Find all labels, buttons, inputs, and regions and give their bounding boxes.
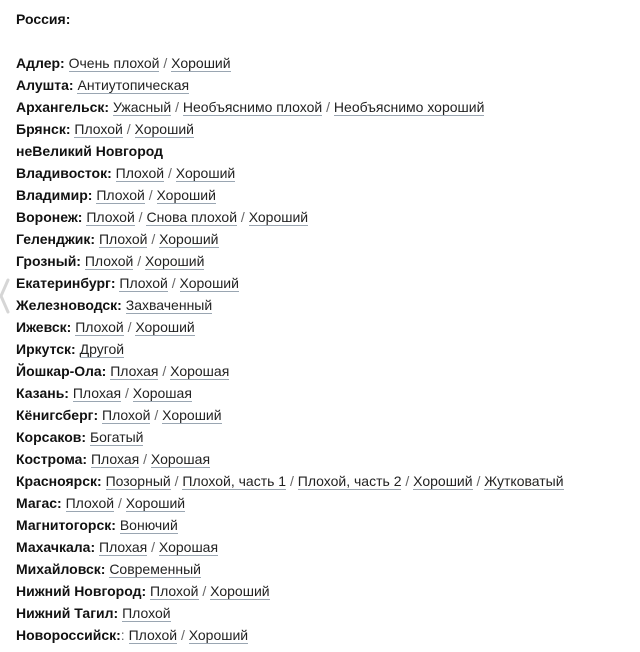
separator: / xyxy=(289,473,294,489)
separator: / xyxy=(174,473,179,489)
list-item xyxy=(16,96,640,118)
list-item xyxy=(16,404,640,426)
separator: / xyxy=(163,55,168,71)
review-link[interactable]: Плохой xyxy=(65,495,115,511)
separator: / xyxy=(127,319,132,335)
review-link[interactable]: Плохой xyxy=(102,407,151,423)
separator: / xyxy=(171,275,176,291)
review-link[interactable]: Плохой xyxy=(150,583,199,599)
separator: / xyxy=(162,363,167,379)
city-name: Ижевск: xyxy=(16,319,72,335)
review-link[interactable]: Хороший xyxy=(125,495,186,511)
review-link[interactable]: Очень плохой xyxy=(68,55,160,71)
city-suffix: : xyxy=(120,627,125,643)
city-name: Иркутск: xyxy=(16,341,76,357)
city-name: Алушта: xyxy=(16,77,74,93)
review-link[interactable]: Антиутопическая xyxy=(77,77,190,93)
city-name: Железноводск: xyxy=(16,297,122,313)
review-link[interactable]: Богатый xyxy=(89,429,144,445)
review-link[interactable]: Хорошая xyxy=(150,451,211,467)
review-link[interactable]: Хорошая xyxy=(170,363,230,379)
review-link[interactable]: Необъяснимо хороший xyxy=(333,99,485,115)
city-name: Владивосток: xyxy=(16,165,112,181)
separator: / xyxy=(143,451,147,467)
list-item xyxy=(16,52,640,74)
chevron-left-icon[interactable] xyxy=(0,276,10,316)
review-link[interactable]: Ужасный xyxy=(112,99,172,115)
list-item xyxy=(16,118,640,140)
review-link[interactable]: Плохая xyxy=(99,539,148,555)
list-item xyxy=(16,162,640,184)
review-link[interactable]: Хороший xyxy=(413,473,473,489)
list-item xyxy=(16,426,640,448)
separator: / xyxy=(168,165,172,181)
review-link[interactable]: Хороший xyxy=(179,275,239,291)
separator: / xyxy=(148,187,153,203)
separator: / xyxy=(180,627,185,643)
list-item xyxy=(16,228,640,250)
city-list xyxy=(16,52,640,646)
review-link[interactable]: Плохой xyxy=(119,275,168,291)
list-item xyxy=(16,250,640,272)
review-link[interactable]: Снова плохой xyxy=(146,209,238,225)
city-name: Геленджик: xyxy=(16,231,96,247)
city-name: Корсаков: xyxy=(16,429,87,445)
list-item xyxy=(16,470,640,492)
review-link[interactable]: Плохой xyxy=(96,187,145,203)
review-link[interactable]: Плохой xyxy=(98,231,148,247)
city-name: Магас: xyxy=(16,495,62,511)
city-name: Кострома: xyxy=(16,451,88,467)
section-heading: Россия: xyxy=(16,11,71,27)
separator: / xyxy=(151,539,156,555)
review-link[interactable]: Хороший xyxy=(248,209,309,225)
review-link[interactable]: Плохой xyxy=(84,253,134,269)
review-link[interactable]: Плохой xyxy=(122,605,171,621)
list-item xyxy=(16,316,640,338)
list-item xyxy=(16,272,640,294)
list-item xyxy=(16,338,640,360)
separator: / xyxy=(154,407,159,423)
city-name: Махачкала: xyxy=(16,539,96,555)
city-name: Адлер: xyxy=(16,55,65,71)
review-link[interactable]: Хорошая xyxy=(158,539,219,555)
list-item xyxy=(16,74,640,96)
list-item xyxy=(16,206,640,228)
separator: / xyxy=(240,209,245,225)
review-link[interactable]: Современный xyxy=(109,561,201,577)
city-name: Йошкар-Ола: xyxy=(16,363,107,379)
list-item xyxy=(16,558,640,580)
separator: / xyxy=(405,473,410,489)
review-link[interactable]: Хорошая xyxy=(132,385,192,401)
city-name: неВеликий Новгород xyxy=(16,143,164,159)
city-name: Брянск: xyxy=(16,121,71,137)
review-link[interactable]: Хороший xyxy=(135,319,195,335)
list-item xyxy=(16,448,640,470)
list-item xyxy=(16,184,640,206)
review-link[interactable]: Плохая xyxy=(90,451,140,467)
city-name: Нижний Новгород: xyxy=(16,583,147,599)
city-list-page xyxy=(16,8,640,646)
list-item xyxy=(16,360,640,382)
review-link[interactable]: Плохая xyxy=(110,363,159,379)
review-link[interactable]: Жутковатый xyxy=(484,473,564,489)
city-name: Владимир: xyxy=(16,187,93,203)
review-link[interactable]: Хороший xyxy=(210,583,270,599)
list-item xyxy=(16,140,640,162)
review-link[interactable]: Плохой, часть 1 xyxy=(182,473,287,489)
list-item xyxy=(16,602,640,624)
city-name: Новороссийск: xyxy=(16,627,121,643)
separator: / xyxy=(126,121,131,137)
review-link[interactable]: Необъяснимо плохой xyxy=(182,99,323,115)
review-link[interactable]: Вонючий xyxy=(119,517,178,533)
city-name: Михайловск: xyxy=(16,561,106,577)
review-link[interactable]: Хороший xyxy=(162,407,222,423)
list-item xyxy=(16,580,640,602)
city-name: Казань: xyxy=(16,385,69,401)
separator: / xyxy=(202,583,207,599)
separator: / xyxy=(476,473,481,489)
review-link[interactable]: Плохой xyxy=(75,319,124,335)
separator: / xyxy=(117,495,122,511)
review-link[interactable]: Плохая xyxy=(72,385,122,401)
separator: / xyxy=(124,385,129,401)
review-link[interactable]: Другой xyxy=(79,341,125,357)
city-name: Нижний Тагил: xyxy=(16,605,119,621)
city-name: Грозный: xyxy=(16,253,81,269)
city-name: Воронеж: xyxy=(16,209,83,225)
list-item xyxy=(16,382,640,404)
review-link[interactable]: Плохой xyxy=(115,165,165,181)
list-item xyxy=(16,294,640,316)
review-link[interactable]: Хороший xyxy=(159,231,219,247)
separator: / xyxy=(151,231,156,247)
list-item xyxy=(16,624,640,646)
separator: / xyxy=(326,99,331,115)
review-link[interactable]: Хороший xyxy=(145,253,205,269)
review-link[interactable]: Захваченный xyxy=(125,297,213,313)
list-item xyxy=(16,514,640,536)
review-link[interactable]: Плохой xyxy=(74,121,123,137)
review-link[interactable]: Плохой xyxy=(128,627,178,643)
review-link[interactable]: Хороший xyxy=(171,55,231,71)
review-link[interactable]: Плохой, часть 2 xyxy=(297,473,402,489)
list-item xyxy=(16,492,640,514)
city-name: Кёнигсберг: xyxy=(16,407,99,423)
review-link[interactable]: Плохой xyxy=(86,209,135,225)
review-link[interactable]: Хороший xyxy=(156,187,216,203)
city-name: Магнитогорск: xyxy=(16,517,116,533)
review-link[interactable]: Хороший xyxy=(188,627,249,643)
separator: / xyxy=(175,99,179,115)
city-name: Архангельск: xyxy=(16,99,110,115)
review-link[interactable]: Хороший xyxy=(175,165,236,181)
separator: / xyxy=(137,253,142,269)
separator: / xyxy=(138,209,143,225)
city-name: Екатеринбург: xyxy=(16,275,116,291)
list-item xyxy=(16,536,640,558)
review-link[interactable]: Хороший xyxy=(134,121,194,137)
city-name: Красноярск: xyxy=(16,473,102,489)
review-link[interactable]: Позорный xyxy=(105,473,171,489)
